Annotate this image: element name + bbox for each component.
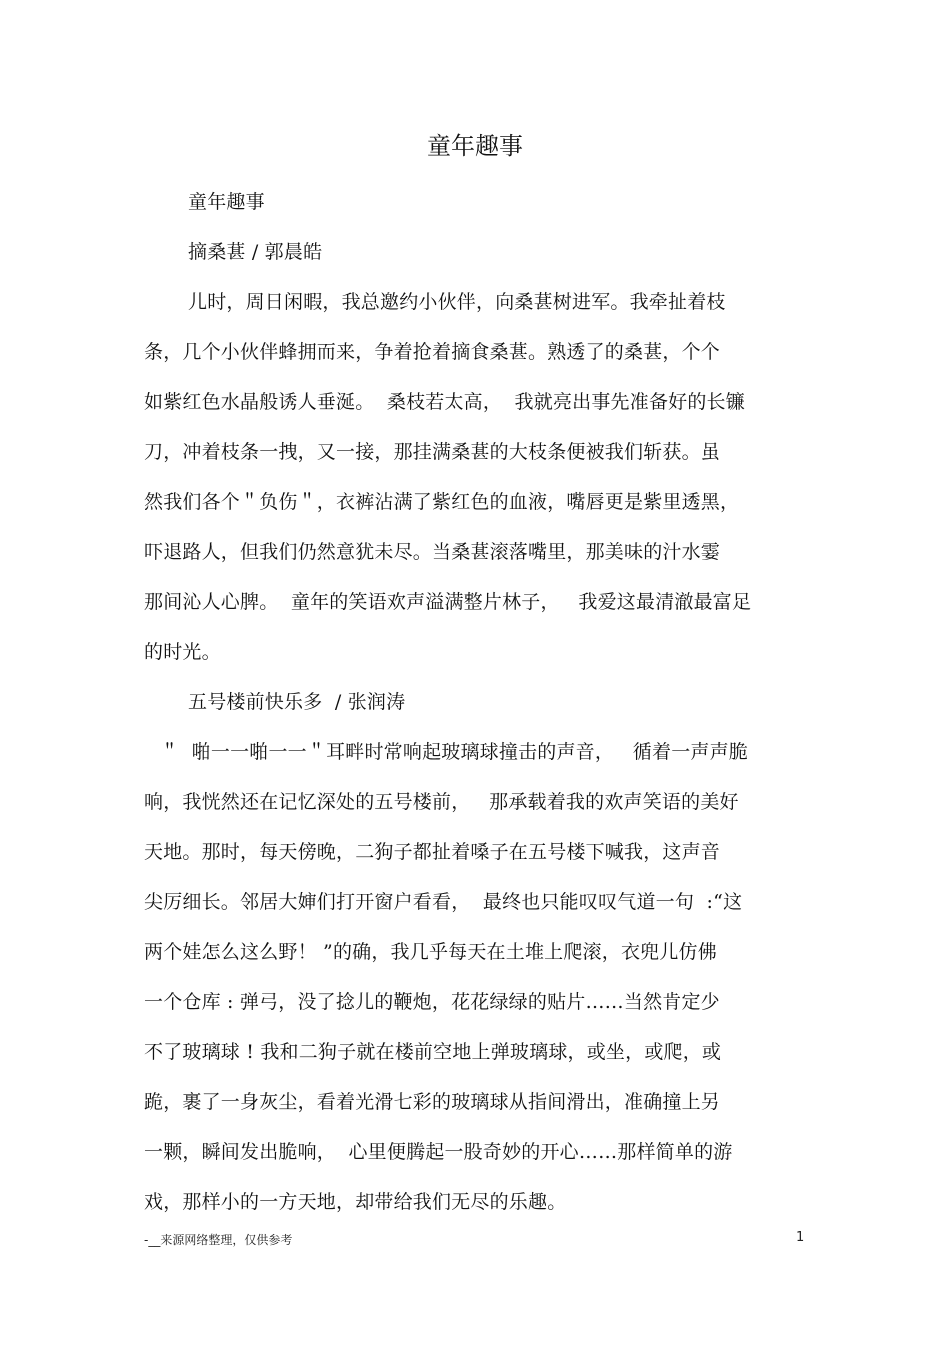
paragraph-line: 的时光。 [144, 641, 221, 663]
paragraph-line: 两个娃怎么这么野！ ”的确，我几乎每天在土堆上爬滚，衣兜儿仿佛 [144, 941, 717, 963]
paragraph-line: 天地。那时，每天傍晚，二狗子都扯着嗓子在五号楼下喊我，这声音 [144, 841, 721, 863]
section1-heading: 摘桑葚 / 郭晨皓 [188, 241, 323, 263]
paragraph-line: 一颗，瞬间发出脆响， 心里便腾起一股奇妙的开心……那样简单的游 [144, 1141, 733, 1163]
paragraph-line: 儿时，周日闲暇，我总邀约小伙伴，向桑葚树进军。我牵扯着枝 [188, 291, 726, 313]
paragraph-line: 然我们各个＂负伤＂，衣裤沾满了紫红色的血液，嘴唇更是紫里透黑， [144, 491, 740, 513]
paragraph-line: 那间沁人心脾。 童年的笑语欢声溢满整片林子， 我爱这最清澈最富足 [144, 591, 752, 613]
footer-note: -__来源网络整理，仅供参考 [144, 1233, 293, 1247]
paragraph-line: 不了玻璃球 ! 我和二狗子就在楼前空地上弹玻璃球，或坐，或爬，或 [144, 1041, 722, 1063]
paragraph-line: 尖厉细长。邻居大婶们打开窗户看看， 最终也只能叹叹气道一句 :“这 [144, 891, 743, 913]
paragraph-line: 如紫红色水晶般诱人垂涎。 桑枝若太高， 我就亮出事先准备好的长镰 [144, 391, 745, 413]
subtitle: 童年趣事 [188, 191, 265, 213]
paragraph-line: 条，几个小伙伴蜂拥而来，争着抢着摘食桑葚。熟透了的桑葚，个个 [144, 341, 721, 363]
document-title: 童年趣事 [427, 132, 523, 160]
paragraph-line: 跪，裹了一身灰尘，看着光滑七彩的玻璃球从指间滑出，准确撞上另 [144, 1091, 721, 1113]
page-number: 1 [796, 1230, 805, 1245]
paragraph-line: ＂ 啪一一啪一一＂耳畔时常响起玻璃球撞击的声音， 循着一声声脆 [160, 741, 748, 763]
paragraph-line: 吓退路人，但我们仍然意犹未尽。当桑葚滚落嘴里，那美味的汁水霎 [144, 541, 721, 563]
paragraph-line: 响，我恍然还在记忆深处的五号楼前， 那承载着我的欢声笑语的美好 [144, 791, 739, 813]
section2-heading: 五号楼前快乐多 / 张润涛 [188, 691, 406, 713]
paragraph-line: 戏，那样小的一方天地，却带给我们无尽的乐趣。 [144, 1191, 567, 1213]
paragraph-line: 刀，冲着枝条一拽，又一接，那挂满桑葚的大枝条便被我们斩获。虽 [144, 441, 721, 463]
paragraph-line: 一个仓库 : 弹弓，没了捻儿的鞭炮，花花绿绿的贴片……当然肯定少 [144, 991, 720, 1013]
